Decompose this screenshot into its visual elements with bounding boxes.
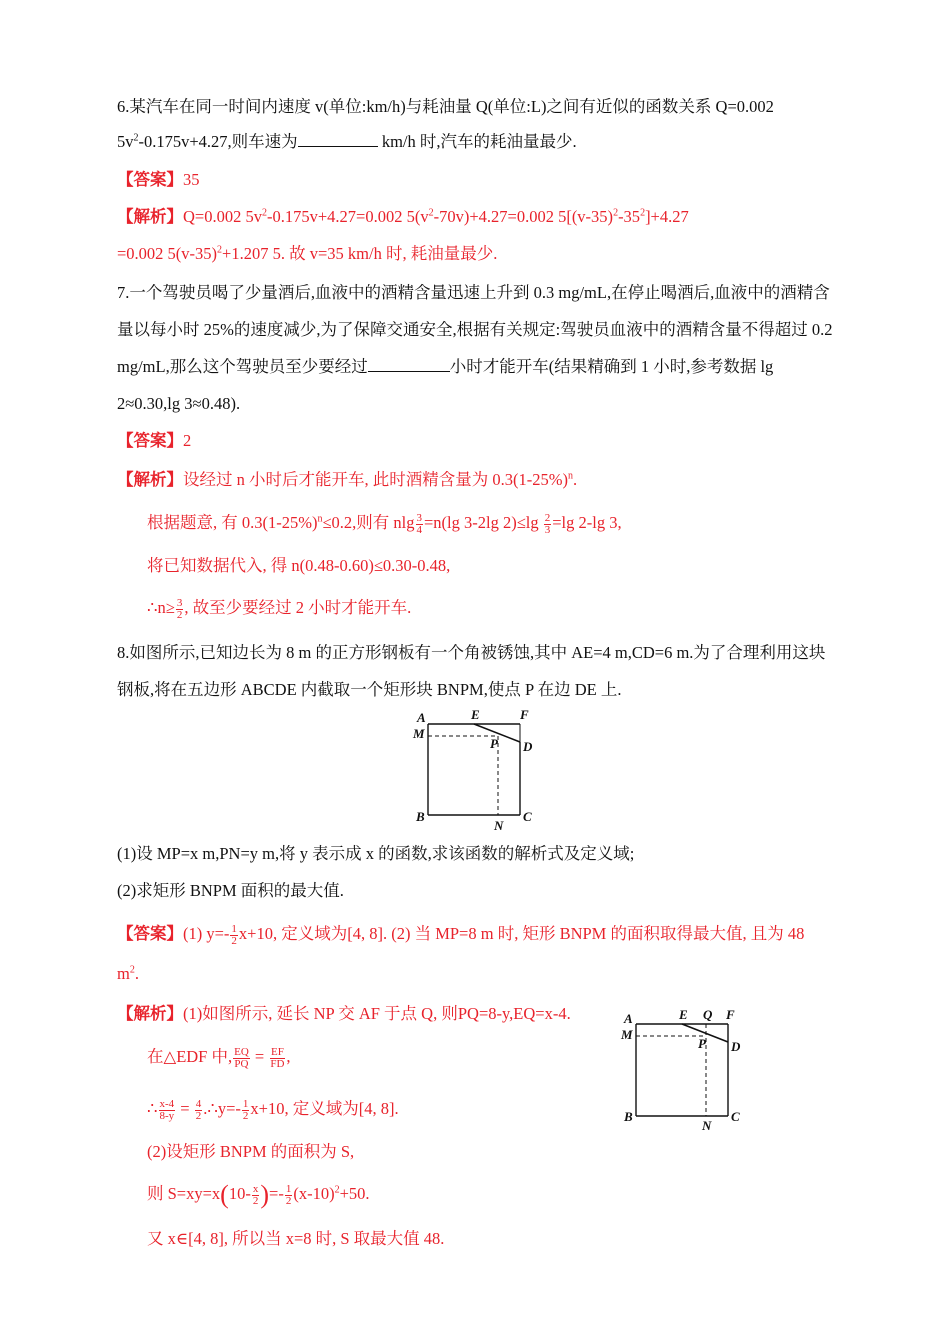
text: = <box>176 1099 194 1118</box>
superscript: n <box>567 470 573 482</box>
q6-analysis-2: =0.002 $5(v-35)^2+1.207$ 5. 故 v=35 km/h 时, 耗油量最少. <box>117 244 498 263</box>
denominator: 2 <box>176 608 183 621</box>
q7-line-4: 2≈0.30,lg 3≈0.48). <box>117 394 241 413</box>
q7-line-1: 7.一个驾驶员喝了少量酒后,血液中的酒精含量迅速上升到 0.3 mg/mL,在停止喝酒后,血液中的酒精含 <box>117 283 830 302</box>
q8-answer-1 <box>117 923 804 947</box>
q6-line-2: $5v^2-0.175v+4.27$,则车速为 km/h 时,汽车的耗油量最少. <box>117 132 577 151</box>
q7-analysis-4 <box>147 597 411 621</box>
text: (1) y=- <box>183 924 230 943</box>
numerator: x-4 <box>159 1097 175 1110</box>
q8-line-2: 钢板,将在五边形 ABCDE 内截取一个矩形块 BNPM,使点 P 在边 DE 上. <box>117 680 622 699</box>
fraction <box>269 1047 285 1070</box>
text: 设经过 n 小时后才能开车, 此时酒精含量为 0.3(1-25%) <box>183 470 568 489</box>
analysis-label: 【解析】 <box>117 470 183 489</box>
text: (x-10) <box>293 1184 335 1203</box>
fraction <box>544 513 552 536</box>
q8-analysis-1 <box>117 1003 571 1025</box>
label-M: M <box>621 1027 633 1042</box>
text: mg/mL,那么这个驾驶员至少要经过 <box>117 357 368 376</box>
numerator: 4 <box>195 1097 202 1110</box>
label-A: A <box>624 1011 633 1026</box>
fraction <box>252 1184 260 1207</box>
text: -70v)+4.27=0.002 5[(v-35) <box>433 207 614 226</box>
numerator: 1 <box>231 922 237 935</box>
label-D: D <box>523 739 533 754</box>
answer-value: 2 <box>183 431 192 450</box>
q7-analysis-2 <box>147 512 622 536</box>
text: 5v <box>117 132 134 151</box>
text: = <box>250 1047 269 1066</box>
text: +1.207 5. 故 v=35 km/h 时, 耗油量最少. <box>222 244 498 263</box>
q7-line-3 <box>117 356 773 378</box>
text: ≤0.2,则有 nlg <box>322 513 415 532</box>
q6-answer <box>117 169 200 191</box>
label-A: A <box>417 710 426 725</box>
text: ∴n≥ <box>147 598 175 617</box>
numerator: 1 <box>285 1182 292 1195</box>
numerator: 1 <box>242 1097 249 1110</box>
numerator: 2 <box>544 511 551 524</box>
text: ∴ <box>147 1099 158 1118</box>
denominator: 2 <box>231 934 237 947</box>
text: -0.175v+4.27,则车速为 <box>138 132 298 151</box>
analysis-label: 【解析】 <box>117 207 183 226</box>
label-E: E <box>679 1007 688 1022</box>
text: 10- <box>228 1184 251 1203</box>
denominator: 2 <box>242 1109 249 1122</box>
answer-label: 【答案】 <box>117 924 183 943</box>
text: =- <box>269 1184 284 1203</box>
fraction <box>195 1099 203 1122</box>
q7-analysis-3: 将已知数据代入, 得 n(0.48-0.60)≤0.30-0.48, <box>147 556 451 575</box>
q8-analysis-6: 又 x∈[4, 8], 所以当 x=8 时, S 取最大值 48. <box>147 1229 445 1248</box>
label-F: F <box>726 1007 735 1022</box>
text: 小时才能开车(结果精确到 1 小时,参考数据 lg <box>449 357 774 376</box>
q8-sub-2: (2)求矩形 BNPM 面积的最大值. <box>117 881 344 900</box>
q8-analysis-3 <box>147 1098 399 1122</box>
denominator: 2 <box>285 1194 292 1207</box>
q6-analysis-1: 【解析】Q=0.002 $5v^2-0.175v+4.27=0.002$ $5(v^2-70v)+4.27=0.002$ $5[(v-35)^2-35^2]+4.27$ <box>117 207 689 226</box>
label-N: N <box>494 818 504 833</box>
text: 根据题意, 有 0.3(1-25%) <box>147 513 318 532</box>
text: +50. <box>339 1184 370 1203</box>
q8-answer-2 <box>117 963 139 985</box>
label-D: D <box>731 1039 741 1054</box>
answer-value: 35 <box>183 170 200 189</box>
superscript: n <box>317 513 323 525</box>
q8-analysis-4: (2)设矩形 BNPM 的面积为 S, <box>147 1142 355 1161</box>
q8-sub-1: (1)设 MP=x m,PN=y m,将 y 表示成 x 的函数,求该函数的解析式及定义域; <box>117 844 635 863</box>
q7-line-2: 量以每小时 25%的速度减少,为了保障交通安全,根据有关规定:驾驶员血液中的酒精含量不得超过 0.2 <box>117 320 833 339</box>
answer-label: 【答案】 <box>117 431 183 450</box>
text: .∴y=- <box>203 1099 241 1118</box>
figure-square-plate-extended <box>618 1006 748 1134</box>
q8-analysis-5 <box>147 1180 370 1210</box>
q8-analysis-2 <box>147 1046 291 1070</box>
text: -0.175v+4.27=0.002 5(v <box>266 207 429 226</box>
text: . <box>572 470 578 489</box>
label-B: B <box>624 1109 633 1124</box>
text: ]+4.27 <box>645 207 689 226</box>
superscript: 2 <box>334 1184 340 1196</box>
figure-square-plate <box>410 706 550 834</box>
fraction <box>242 1099 250 1122</box>
paren: ) <box>260 1180 270 1210</box>
fraction <box>285 1184 293 1207</box>
numerator: EQ <box>234 1045 249 1058</box>
denominator: FD <box>270 1057 285 1070</box>
label-B: B <box>416 809 425 824</box>
label-F: F <box>520 707 529 722</box>
text: km/h 时,汽车的耗油量最少. <box>377 132 577 151</box>
denominator: 8-y <box>159 1109 175 1122</box>
answer-blank[interactable] <box>298 132 378 147</box>
fraction <box>416 513 424 536</box>
q8-line-1: 8.如图所示,已知边长为 8 m 的正方形钢板有一个角被锈蚀,其中 AE=4 m,CD=6 m.为了合理利用这块 <box>117 643 826 662</box>
text: 在△EDF 中, <box>147 1047 233 1066</box>
numerator: x <box>252 1182 259 1195</box>
text: =n(lg 3-2lg 2)≤lg <box>424 513 543 532</box>
label-C: C <box>731 1109 740 1124</box>
fraction <box>233 1047 250 1070</box>
numerator: 3 <box>416 511 422 524</box>
text: (1)如图所示, 延长 NP 交 AF 于点 Q, 则PQ=8-y,EQ=x-4. <box>183 1004 571 1023</box>
text: , 故至少要经过 2 小时才能开车. <box>184 598 412 617</box>
text: -35 <box>618 207 641 226</box>
text: =0.002 5(v-35) <box>117 244 218 263</box>
paren: ( <box>220 1180 229 1210</box>
label-C: C <box>523 809 532 824</box>
text: m <box>117 964 130 983</box>
numerator: 3 <box>176 596 183 609</box>
denominator: PQ <box>234 1057 249 1070</box>
text: Q=0.002 5v <box>183 207 262 226</box>
text: x+10, 定义域为[4, 8]. <box>250 1099 399 1118</box>
denominator: 2 <box>195 1109 202 1122</box>
text: x+10, 定义域为[4, 8]. (2) 当 MP=8 m 时, 矩形 BNPM 的面积取得最大值, 且为 48 <box>238 924 805 943</box>
text: 则 S=xy=x <box>147 1184 221 1203</box>
denominator: 4 <box>416 523 422 536</box>
label-Q: Q <box>703 1007 713 1022</box>
denominator: 2 <box>252 1194 259 1207</box>
text: =lg 2-lg 3, <box>552 513 622 532</box>
fraction <box>230 924 238 947</box>
numerator: EF <box>270 1045 284 1058</box>
label-P: P <box>490 736 498 751</box>
text: , <box>286 1047 291 1066</box>
q7-analysis-1 <box>117 469 577 491</box>
fraction <box>159 1099 176 1122</box>
label-E: E <box>471 707 480 722</box>
fraction <box>176 598 184 621</box>
answer-blank[interactable] <box>368 357 450 372</box>
q6-line-1: 6.某汽车在同一时间内速度 v(单位:km/h)与耗油量 Q(单位:L)之间有近似的函数关系 Q=0.002 <box>117 97 774 116</box>
label-P: P <box>698 1036 706 1051</box>
q7-answer <box>117 430 191 452</box>
text: . <box>134 964 139 983</box>
analysis-label: 【解析】 <box>117 1004 183 1023</box>
label-N: N <box>702 1118 712 1133</box>
superscript: 2 <box>129 964 135 976</box>
answer-label: 【答案】 <box>117 170 183 189</box>
label-M: M <box>413 726 425 741</box>
denominator: 3 <box>544 523 551 536</box>
